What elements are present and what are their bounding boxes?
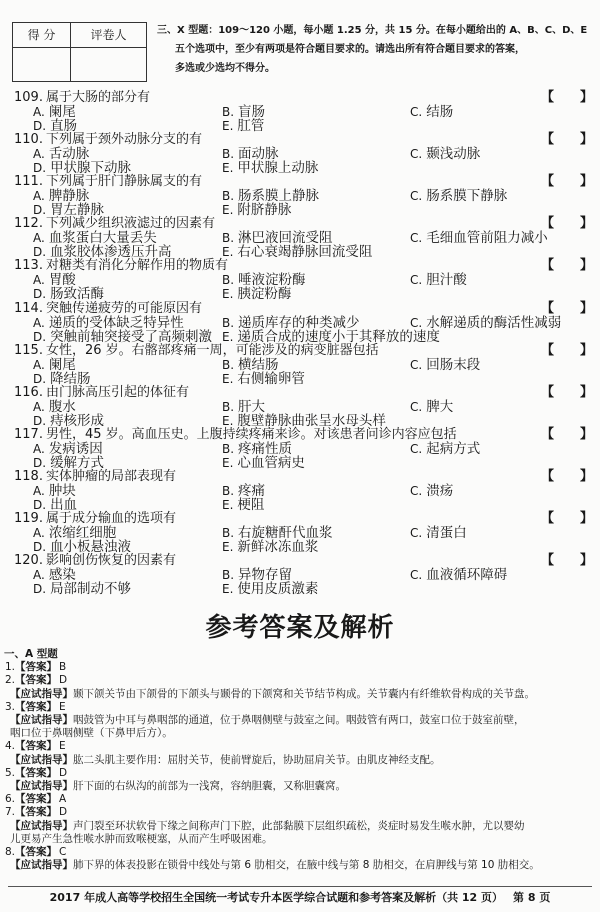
- option-b: [222, 316, 360, 330]
- option-text: 水解递质的酶活性减弱: [426, 314, 562, 331]
- option-text: 阑尾: [48, 356, 76, 373]
- option-text: 腹壁静脉曲张呈水母头样: [237, 412, 386, 429]
- option-label: A.: [33, 526, 45, 540]
- option-label: C.: [410, 441, 423, 456]
- option-label: A.: [33, 483, 45, 498]
- option-label: D.: [33, 287, 47, 302]
- option-text: 回肠末段: [426, 356, 481, 373]
- option-label: D.: [33, 497, 47, 512]
- option-text: 肠系膜下静脉: [426, 188, 508, 205]
- option-b: [222, 526, 333, 540]
- option-e: [222, 540, 318, 554]
- option-e: [222, 245, 372, 259]
- answer-row: [5, 767, 67, 780]
- answer-row: [5, 846, 66, 859]
- option-text: 异物存留: [238, 567, 293, 584]
- question-block: [0, 386, 600, 428]
- option-d: [33, 287, 104, 301]
- option-e: [222, 414, 386, 428]
- option-d: [33, 498, 77, 512]
- question-text: 实体肿瘤的局部表现有: [45, 468, 176, 484]
- option-text: 出血: [50, 496, 78, 513]
- option-b: [222, 568, 292, 582]
- question-stem: [14, 133, 202, 147]
- option-text: 颞浅动脉: [426, 146, 481, 163]
- option-label: C.: [410, 273, 423, 288]
- option-text: 突触前轴突接受了高频刺激: [50, 328, 213, 345]
- option-label: A.: [33, 357, 45, 372]
- answer-number: 6.: [5, 793, 16, 806]
- option-text: 递质库存的种类减少: [238, 314, 360, 331]
- question-block: [0, 554, 600, 596]
- option-e: [222, 287, 291, 301]
- option-text: 递质合成的速度小于其释放的速度: [237, 328, 440, 345]
- question-stem: [14, 344, 379, 358]
- instruction-line: 多选或少选均不得分。: [175, 63, 275, 74]
- answer-row: [5, 793, 66, 806]
- question-number: 117.: [14, 426, 43, 442]
- option-text: 疼痛: [238, 482, 266, 499]
- guide-text: 咽鼓管为中耳与鼻咽部的通道，位于鼻咽侧壁与鼓室之间。咽鼓管有两口，鼓室口位于鼓室前壁，: [73, 714, 525, 726]
- option-e: [222, 161, 318, 175]
- option-label: C.: [410, 399, 423, 414]
- option-text: 降结肠: [50, 370, 91, 387]
- question-block: [0, 175, 600, 217]
- option-label: D.: [33, 119, 47, 133]
- option-text: 局部制动不够: [50, 581, 132, 598]
- option-label: E.: [222, 161, 234, 176]
- option-c: [410, 316, 561, 330]
- option-text: 盲肠: [238, 104, 266, 120]
- option-e: [222, 372, 305, 386]
- question-block: [0, 259, 600, 301]
- option-label: B.: [222, 441, 235, 456]
- answer-label: 【答案】: [15, 700, 58, 713]
- option-d: [33, 540, 131, 554]
- answer-label: 【答案】: [15, 740, 58, 753]
- grader-label: 评卷人: [71, 23, 146, 48]
- question-text: 下列属于颈外动脉分支的有: [45, 132, 202, 148]
- option-text: 肠致活酶: [50, 286, 105, 303]
- option-d: [33, 161, 131, 175]
- question-stem: [14, 386, 189, 400]
- option-label: D.: [33, 161, 47, 176]
- option-text: 心血管病史: [237, 454, 305, 471]
- question-stem: [14, 554, 176, 568]
- option-text: 右旋糖酐代血浆: [238, 525, 333, 541]
- option-e: [222, 582, 318, 596]
- answer-bracket: 【 】: [541, 216, 594, 232]
- guide-text: 儿更易产生急性喉水肿而致喉梗塞，从而产生呼吸困难。: [10, 832, 273, 845]
- option-b: [222, 484, 265, 498]
- option-label: B.: [222, 399, 235, 414]
- question-block: [0, 133, 600, 175]
- answer-bracket: 【 】: [541, 426, 594, 442]
- option-text: 起病方式: [426, 440, 481, 457]
- answer-bracket: 【 】: [541, 174, 594, 190]
- guide-line: [10, 833, 273, 846]
- option-text: 溃疡: [426, 482, 454, 499]
- question-number: 114.: [14, 300, 43, 316]
- question-text: 突触传递疲劳的可能原因有: [45, 300, 202, 316]
- option-a: [33, 358, 76, 372]
- option-text: 肝大: [238, 398, 266, 415]
- option-a: [33, 273, 76, 287]
- option-label: B.: [222, 483, 235, 498]
- option-label: A.: [33, 231, 45, 246]
- option-text: 胰淀粉酶: [237, 286, 292, 303]
- option-label: B.: [222, 147, 235, 162]
- answer-number: 2.: [5, 674, 16, 687]
- question-number: 119.: [14, 511, 43, 526]
- option-label: D.: [33, 371, 47, 386]
- option-e: [222, 330, 440, 344]
- option-c: [410, 231, 548, 245]
- option-text: 结肠: [426, 104, 454, 120]
- answer-bracket: 【 】: [541, 384, 594, 400]
- option-c: [410, 105, 453, 119]
- option-a: [33, 316, 184, 330]
- option-text: 发病诱因: [48, 440, 103, 457]
- option-text: 面动脉: [238, 146, 279, 163]
- option-label: C.: [410, 147, 423, 162]
- question-block: [0, 217, 600, 259]
- option-label: B.: [222, 105, 235, 119]
- answer-bracket: 【 】: [541, 132, 594, 148]
- option-e: [222, 456, 305, 470]
- guide-label: 【应试指导】: [10, 819, 73, 832]
- option-label: B.: [222, 189, 235, 204]
- question-stem: [14, 175, 202, 189]
- option-text: 血浆蛋白大量丢失: [48, 230, 157, 247]
- answer-bracket: 【 】: [541, 342, 594, 358]
- answer-bracket: 【 】: [541, 553, 594, 569]
- answer-value: C: [59, 846, 67, 858]
- option-text: 血小板悬浊液: [50, 539, 132, 555]
- answer-bracket: 【 】: [541, 90, 594, 105]
- option-c: [410, 568, 507, 582]
- guide-text: 颞下颌关节由下颌骨的下颌头与颞骨的下颌窝和关节结节构成。关节囊内有纤维软骨构成的关节盘。: [73, 687, 535, 700]
- guide-line: [10, 688, 535, 701]
- answer-label: 【答案】: [15, 793, 58, 806]
- guide-line: [10, 859, 540, 872]
- option-a: [33, 105, 76, 119]
- answer-label: 【答案】: [15, 674, 58, 687]
- option-text: 阑尾: [48, 104, 76, 120]
- guide-text: 肺下界的体表投影在锁骨中线处与第 6 肋相交，在腋中线与第 8 肋相交，在肩胛线与第 10 肋相交。: [73, 859, 540, 872]
- option-text: 胃左静脉: [50, 202, 105, 219]
- option-label: E.: [222, 455, 234, 470]
- answer-row: [5, 740, 66, 753]
- option-text: 肿块: [48, 482, 76, 499]
- question-number: 113.: [14, 258, 43, 274]
- guide-label: 【应试指导】: [10, 714, 73, 726]
- answer-row: [5, 661, 66, 674]
- option-label: C.: [410, 357, 423, 372]
- option-label: E.: [222, 287, 234, 302]
- answer-value: D: [59, 806, 68, 819]
- question-text: 属于大肠的部分有: [45, 90, 150, 105]
- option-label: C.: [410, 526, 423, 540]
- answer-row: [5, 806, 67, 819]
- option-c: [410, 189, 507, 203]
- option-label: C.: [410, 105, 423, 119]
- option-a: [33, 442, 103, 456]
- question-number: 115.: [14, 342, 43, 358]
- option-b: [222, 147, 279, 161]
- option-d: [33, 372, 91, 386]
- option-e: [222, 498, 264, 512]
- question-number: 109.: [14, 90, 43, 105]
- option-b: [222, 442, 292, 456]
- guide-label: 【应试指导】: [10, 780, 73, 792]
- answer-row: [5, 701, 66, 714]
- answer-number: 7.: [5, 806, 16, 819]
- option-text: 梗阻: [237, 496, 265, 513]
- option-label: D.: [33, 245, 47, 260]
- answer-value: A: [59, 793, 67, 806]
- option-text: 痔核形成: [50, 412, 105, 429]
- option-label: C.: [410, 315, 423, 330]
- question-text: 影响创伤恢复的因素有: [45, 553, 176, 569]
- option-b: [222, 105, 265, 119]
- option-label: E.: [222, 413, 234, 428]
- option-label: B.: [222, 526, 235, 540]
- guide-line: [10, 727, 173, 740]
- option-text: 脾静脉: [48, 188, 90, 205]
- question-block: [0, 512, 600, 554]
- option-label: B.: [222, 357, 235, 372]
- question-stem: [14, 302, 202, 316]
- question-number: 116.: [14, 384, 43, 400]
- option-a: [33, 147, 89, 161]
- option-text: 甲状腺上动脉: [237, 160, 319, 177]
- option-label: A.: [33, 315, 45, 330]
- answer-number: 3.: [5, 700, 16, 713]
- instruction-line: 三、X 型题：109～120 小题，每小题 1.25 分，共 15 分。在每小题给出的 A、B、C、D、E: [157, 25, 588, 36]
- option-c: [410, 526, 467, 540]
- option-text: 唾液淀粉酶: [238, 272, 306, 289]
- option-label: A.: [33, 147, 45, 162]
- option-label: B.: [222, 315, 235, 330]
- option-label: E.: [222, 203, 234, 218]
- option-a: [33, 484, 76, 498]
- option-label: C.: [410, 568, 423, 583]
- option-label: E.: [222, 582, 234, 597]
- option-label: A.: [33, 568, 45, 583]
- option-text: 舌动脉: [48, 146, 90, 163]
- option-text: 血液循环障碍: [426, 567, 508, 584]
- question-block: [0, 344, 600, 386]
- option-label: A.: [33, 441, 45, 456]
- option-b: [222, 400, 265, 414]
- option-label: E.: [222, 540, 234, 554]
- answer-value: D: [59, 674, 68, 687]
- answers-section-heading: 一、A 型题: [4, 648, 58, 660]
- question-stem: [14, 470, 176, 484]
- answer-number: 5.: [5, 766, 16, 779]
- option-text: 淋巴液回流受阻: [238, 230, 333, 247]
- question-block: [0, 470, 600, 512]
- option-text: 毛细血管前阻力减小: [426, 230, 548, 247]
- option-label: C.: [410, 231, 423, 246]
- question-text: 女性，26 岁。右髂部疼痛一周，可能涉及的病变脏器包括: [45, 342, 379, 358]
- question-number: 120.: [14, 553, 43, 569]
- guide-label: 【应试指导】: [10, 859, 73, 872]
- question-text: 由门脉高压引起的体征有: [45, 384, 189, 400]
- option-text: 缓解方式: [50, 454, 105, 471]
- option-text: 感染: [48, 567, 76, 584]
- footer-divider: [8, 886, 592, 887]
- option-label: E.: [222, 245, 234, 260]
- question-stem: [14, 259, 228, 273]
- guide-label: 【应试指导】: [10, 753, 73, 766]
- answer-value: E: [59, 740, 66, 753]
- option-label: A.: [33, 105, 45, 119]
- option-label: B.: [222, 273, 235, 288]
- option-text: 胃酸: [48, 272, 76, 289]
- option-d: [33, 456, 104, 470]
- option-text: 清蛋白: [426, 525, 467, 541]
- option-b: [222, 189, 319, 203]
- question-text: 对糖类有消化分解作用的物质有: [45, 258, 228, 274]
- option-d: [33, 414, 104, 428]
- answer-number: 4.: [5, 740, 16, 753]
- option-label: E.: [222, 371, 234, 386]
- option-text: 甲状腺下动脉: [50, 160, 132, 177]
- option-label: D.: [33, 455, 47, 470]
- option-a: [33, 189, 89, 203]
- option-label: D.: [33, 540, 47, 554]
- question-number: 118.: [14, 468, 43, 484]
- guide-line: [10, 820, 525, 833]
- guide-label: 【应试指导】: [10, 687, 73, 700]
- option-e: [222, 119, 264, 133]
- answer-value: D: [59, 766, 68, 779]
- option-label: C.: [410, 483, 423, 498]
- guide-text: 声门裂至环状软骨下缘之间称声门下腔，此部黏膜下层组织疏松，炎症时易发生喉水肿，尤以婴幼: [73, 819, 525, 832]
- option-b: [222, 358, 279, 372]
- score-label: 得 分: [13, 23, 71, 48]
- option-text: 新鲜冰冻血浆: [237, 539, 319, 555]
- instruction-line: 五个选项中，至少有两项是符合题目要求的。请选出所有符合题目要求的答案，: [175, 44, 525, 55]
- option-c: [410, 358, 480, 372]
- option-label: A.: [33, 189, 45, 204]
- option-text: 腹水: [48, 398, 76, 415]
- question-text: 下列减少组织液滤过的因素有: [45, 216, 215, 232]
- question-stem: [14, 91, 150, 105]
- answer-bracket: 【 】: [541, 511, 594, 526]
- option-text: 疼痛性质: [238, 440, 293, 457]
- option-text: 右心衰竭静脉回流受阻: [237, 244, 373, 261]
- option-label: C.: [410, 189, 423, 204]
- option-label: D.: [33, 203, 47, 218]
- option-text: 脾大: [426, 398, 454, 415]
- answer-value: E: [59, 700, 66, 713]
- guide-line: [10, 754, 441, 767]
- option-d: [33, 119, 77, 133]
- question-block: [0, 91, 600, 133]
- page-number: 第 8 页: [513, 891, 551, 904]
- option-c: [410, 147, 480, 161]
- question-text: 下列属于肝门静脉属支的有: [45, 174, 202, 190]
- option-label: D.: [33, 413, 47, 428]
- option-label: E.: [222, 329, 234, 344]
- option-a: [33, 526, 116, 540]
- question-stem: [14, 428, 457, 442]
- footer-text: 2017 年成人高等学校招生全国统一考试专升本医学综合试题和参考答案及解析（共 12 页）: [49, 891, 504, 904]
- answer-label: 【答案】: [15, 806, 58, 819]
- option-label: D.: [33, 582, 47, 597]
- answer-bracket: 【 】: [541, 258, 594, 274]
- answer-value: B: [59, 661, 67, 674]
- answer-number: 1.: [5, 661, 16, 674]
- option-label: B.: [222, 568, 235, 583]
- option-a: [33, 400, 76, 414]
- question-number: 112.: [14, 216, 43, 232]
- option-a: [33, 568, 76, 582]
- question-number: 111.: [14, 174, 43, 190]
- answer-bracket: 【 】: [541, 468, 594, 484]
- option-c: [410, 442, 480, 456]
- option-label: B.: [222, 231, 235, 246]
- option-text: 肠系膜上静脉: [238, 188, 320, 205]
- page-footer: [0, 890, 600, 905]
- answer-bracket: 【 】: [541, 300, 594, 316]
- question-block: [0, 302, 600, 344]
- option-text: 右侧输卵管: [237, 370, 305, 387]
- answers-title: 参考答案及解析: [205, 613, 395, 643]
- question-block: [0, 428, 600, 470]
- option-text: 血浆胶体渗透压升高: [50, 244, 172, 261]
- option-text: 附脐静脉: [237, 202, 292, 219]
- question-stem: [14, 512, 176, 526]
- option-text: 肛管: [237, 118, 265, 134]
- option-label: A.: [33, 399, 45, 414]
- guide-text: 肱二头肌主要作用：屈肘关节，使前臂旋后，协助屈肩关节。由肌皮神经支配。: [73, 753, 441, 766]
- guide-text: 肝下面的右纵沟的前部为一浅窝，容纳胆囊，又称胆囊窝。: [73, 780, 346, 792]
- option-text: 递质的受体缺乏特异性: [48, 314, 184, 331]
- answer-label: 【答案】: [15, 661, 58, 674]
- option-c: [410, 400, 453, 414]
- guide-line: [10, 780, 346, 793]
- guide-text: 咽口位于鼻咽侧壁（下鼻甲后方）。: [10, 727, 173, 740]
- option-text: 直肠: [50, 118, 78, 134]
- option-c: [410, 484, 453, 498]
- option-label: E.: [222, 497, 234, 512]
- option-c: [410, 273, 467, 287]
- answer-label: 【答案】: [15, 846, 58, 858]
- question-text: 属于成分输血的选项有: [45, 511, 176, 526]
- option-text: 胆汁酸: [426, 272, 467, 289]
- option-label: A.: [33, 273, 45, 288]
- option-d: [33, 330, 212, 344]
- option-label: E.: [222, 119, 234, 133]
- option-label: D.: [33, 329, 47, 344]
- option-text: 使用皮质激素: [237, 581, 319, 598]
- answer-row: [5, 674, 67, 687]
- question-text: 男性，45 岁。高血压史。上腹持续疼痛来诊。对该患者问诊内容应包括: [45, 426, 457, 442]
- option-d: [33, 582, 131, 596]
- option-text: 横结肠: [238, 356, 279, 373]
- answer-label: 【答案】: [15, 766, 58, 779]
- option-text: 浓缩红细胞: [48, 525, 117, 541]
- guide-line: [10, 714, 525, 727]
- answer-number: 8.: [5, 846, 16, 858]
- option-e: [222, 203, 291, 217]
- question-number: 110.: [14, 132, 43, 148]
